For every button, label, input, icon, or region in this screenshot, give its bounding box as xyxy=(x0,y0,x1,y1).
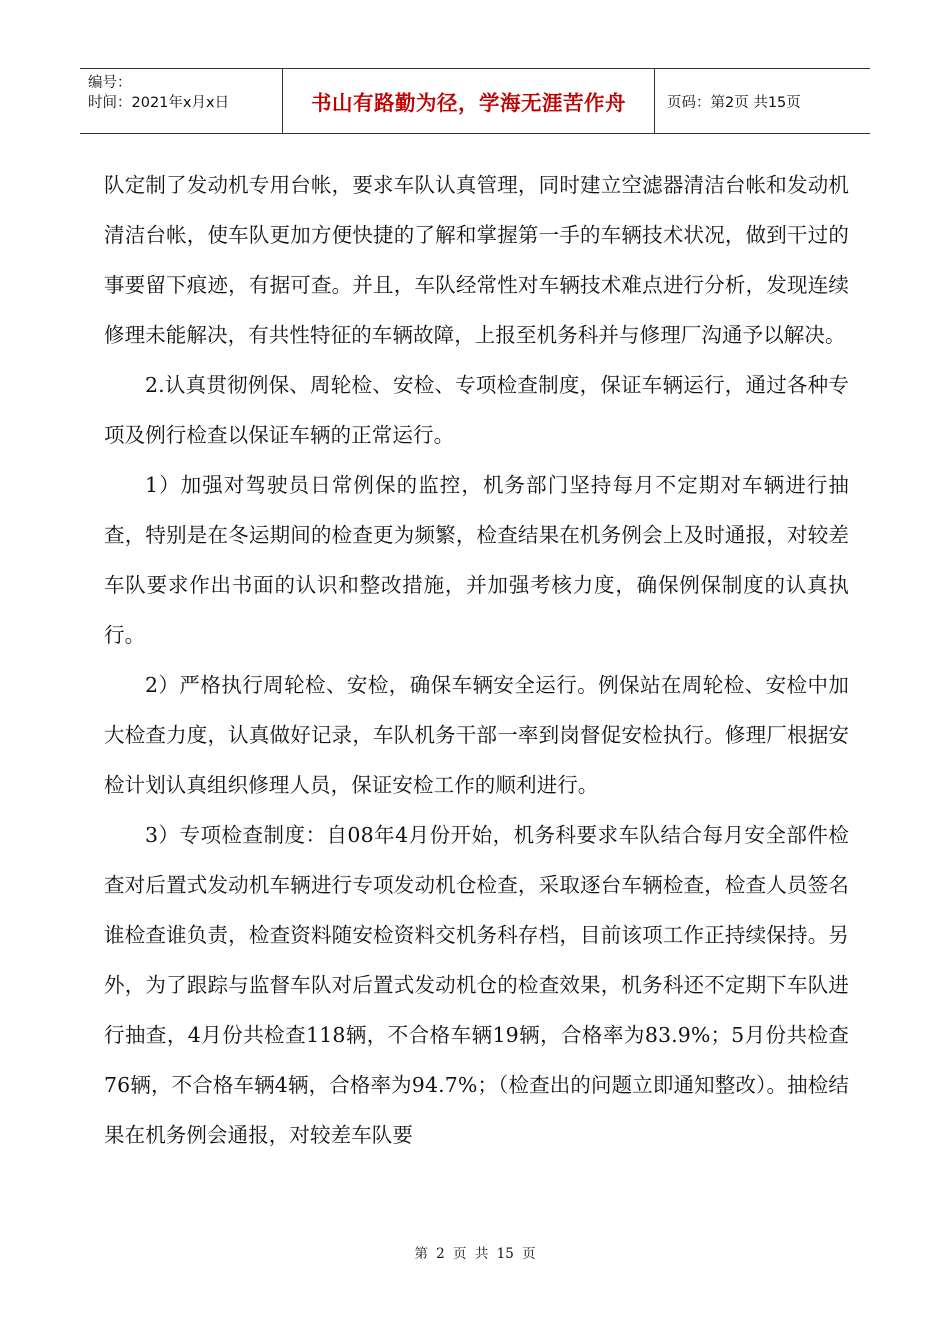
paragraph-item-3: 3）专项检查制度：自08年4月份开始，机务科要求车队结合每月安全部件检查对后置式发动机车辆进行专项发动机仓检查，采取逐台车辆检查，检查人员签名谁检查谁负责，检查资料随安检资料交机务科存档，目前该项工作正持续保持。另外，为了跟踪与监督车队对后置式发动机仓的检查效果，机务科还不定期下车队进行抽查，4月份共检查118辆，不合格车辆19辆，合格率为83.9%；5月份共检查76辆，不合格车辆4辆，合格率为94.7%；（检查出的问题立即通知整改）。抽检结果在机务例会通报，对较差车队要 xyxy=(104,823,849,1147)
paragraph-item-1: 1）加强对驾驶员日常例保的监控，机务部门坚持每月不定期对车辆进行抽查，特别是在冬运期间的检查更为频繁，检查结果在机务例会上及时通报，对较差车队要求作出书面的认识和整改措施，并加强考核力度，确保例保制度的认真执行。 xyxy=(104,473,849,647)
page-header xyxy=(80,68,870,134)
page-footer: 第 2 页 共 15 页 xyxy=(414,1246,536,1262)
header-page-info: 页码：第2页 共15页 xyxy=(667,94,801,111)
header-motto: 书山有路勤为径，学海无涯苦作舟 xyxy=(283,69,655,133)
document-time-label: 时间：2021年x月x日 xyxy=(88,95,230,111)
document-body xyxy=(104,160,849,1160)
paragraph-continuation: 队定制了发动机专用台帐，要求车队认真管理，同时建立空滤器清洁台帐和发动机清洁台帐，使车队更加方便快捷的了解和掌握第一手的车辆技术状况，做到干过的事要留下痕迹，有据可查。并且，车队经常性对车辆技术难点进行分析，发现连续修理未能解决，有共性特征的车辆故障，上报至机务科并与修理厂沟通予以解决。 xyxy=(104,173,849,347)
document-number-label: 编号： xyxy=(88,75,132,91)
paragraph-section-2: 2.认真贯彻例保、周轮检、安检、专项检查制度，保证车辆运行，通过各种专项及例行检查以保证车辆的正常运行。 xyxy=(104,373,849,447)
paragraph-item-2: 2）严格执行周轮检、安检，确保车辆安全运行。例保站在周轮检、安检中加大检查力度，认真做好记录，车队机务干部一率到岗督促安检执行。修理厂根据安检计划认真组织修理人员，保证安检工作的顺利进行。 xyxy=(104,673,849,797)
header-meta xyxy=(80,69,283,133)
